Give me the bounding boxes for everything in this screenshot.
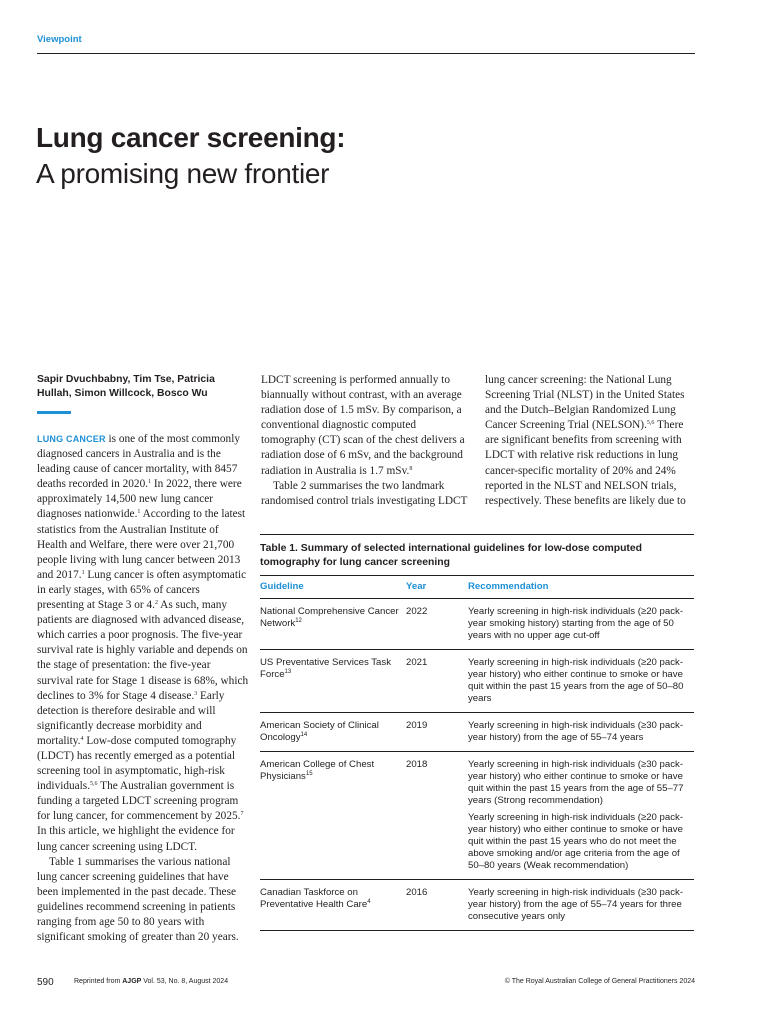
column-header-recommendation: Recommendation (468, 576, 694, 599)
article-subtitle: A promising new frontier (36, 158, 330, 189)
guidelines-table-container (260, 534, 694, 931)
reference: 1 (81, 569, 85, 576)
table-body (260, 599, 694, 931)
accent-bar (37, 411, 71, 414)
column-header-year: Year (406, 576, 468, 599)
reference: 4 (80, 735, 84, 742)
recommendation-text: Yearly screening in high-risk individuals (≥20 pack-year history) who either continue to smoke or have quit within the past 15 years from the age of 50–80 years (468, 657, 684, 704)
year-cell: 2018 (406, 752, 468, 880)
guideline-cell (260, 650, 406, 713)
guideline-name: American College of Chest Physicians (260, 759, 375, 782)
body-paragraph (485, 373, 695, 509)
reprint-prefix: Reprinted from (74, 978, 123, 985)
body-text: Low-dose computed tomography (LDCT) has recently emerged as a potential screening tool in asymptomatic, high-risk individuals. (37, 734, 237, 793)
body-text: lung cancer screening: the National Lung Screening Trial (NLST) in the United States and the Dutch–Belgian Randomized Lung Cancer Screening Trial (NELSON). (485, 374, 685, 432)
reference: 7 (240, 811, 244, 818)
reference: 5,6 (646, 420, 655, 427)
body-column-2 (261, 373, 471, 509)
body-text: In this article, we highlight the evidence for lung cancer screening using LDCT. (37, 825, 235, 853)
year-cell: 2016 (406, 880, 468, 931)
recommendation-cell (468, 880, 694, 931)
reprint-suffix: Vol. 53, No. 8, August 2024 (141, 978, 229, 985)
section-label: Viewpoint (37, 34, 82, 45)
guideline-cell (260, 880, 406, 931)
body-text: According to the latest statistics from the Australian Institute of Health and Welfare, there were over 21,700 people living with lung cancer between 2013 and 2017. (37, 508, 246, 581)
article-title: Lung cancer screening: (36, 122, 346, 153)
body-text: is one of the most commonly diagnosed cancers in Australia and is the leading cause of cancer mortality, with 8457 deaths recorded in 2020. (37, 433, 240, 491)
body-text: There are significant benefits from screening with LDCT with relative risk reductions in lung cancer-specific mortality of 20% and 24% reported in the NLST and NELSON trials, respectively. These benefits are likely due to (485, 419, 686, 507)
reference: 5,6 (90, 781, 98, 788)
recommendation-cell (468, 650, 694, 713)
journal-name: AJGP (122, 978, 142, 985)
guideline-name: Canadian Taskforce on Preventative Health Care (260, 887, 368, 910)
body-text: Lung cancer is often asymptomatic in early stages, with 65% of cancers presenting at Stage 3 or 4. (37, 568, 247, 612)
guideline-name: US Preventative Services Task Force (260, 657, 391, 680)
reference: 8 (409, 465, 413, 472)
reference: 2 (154, 600, 158, 607)
guideline-cell (260, 752, 406, 880)
guidelines-table (260, 575, 694, 931)
recommendation-cell (468, 752, 694, 880)
recommendation-text: Yearly screening in high-risk individuals (≥30 pack-year history) from the age of 55–74 years for three consecutive years only (468, 887, 684, 922)
reference: 1 (148, 479, 152, 486)
reference: 12 (295, 618, 302, 624)
reference: 13 (284, 669, 292, 675)
recommendation-cell (468, 713, 694, 752)
guideline-cell (260, 713, 406, 752)
reference: 4 (367, 899, 371, 905)
page-number: 590 (37, 977, 54, 988)
year-cell: 2019 (406, 713, 468, 752)
guideline-name: American Society of Clinical Oncology (260, 720, 379, 743)
guideline-cell (260, 599, 406, 650)
reference: 15 (305, 771, 313, 777)
body-text: LDCT screening is performed annually to biannually without contrast, with an average radiation dose of 1.5 mSv. By comparison, a conventional diagnostic computed tomography (CT) scan of the chest delivers a radiation dose of 6 mSv, and the background radiation in Australia is 1.7 mSv. (261, 374, 465, 477)
table-row (260, 713, 694, 752)
table-row (260, 880, 694, 931)
kicker: LUNG CANCER (37, 434, 106, 444)
body-text: The Australian government is funding a targeted LDCT screening program for lung cancer, for commencement by 2025. (37, 780, 241, 823)
reference: 3 (194, 690, 198, 697)
table-header-row (260, 576, 694, 599)
table-row (260, 752, 694, 880)
table-row (260, 599, 694, 650)
body-column-1 (37, 432, 249, 945)
year-cell: 2021 (406, 650, 468, 713)
recommendation-text: Yearly screening in high-risk individuals (≥20 pack-year smoking history) starting from the age of 50 years with no upper age cut-off (468, 606, 684, 641)
recommendation-text: Yearly screening in high-risk individuals (≥20 pack-year history) who either continue to smoke or have quit within the past 15 years who do not meet the above smoking and/or age criteria from the age of 50–80 years (Weak recommendation) (468, 812, 684, 871)
body-paragraph (37, 432, 249, 855)
reprint-note (74, 978, 228, 985)
body-text: Early detection is therefore desirable and will significantly decrease morbidity and mortality. (37, 689, 225, 747)
body-column-3 (485, 373, 695, 509)
recommendation-text: Yearly screening in high-risk individuals (≥30 pack-year history) who either continue to smoke or have quit within the past 15 years from the age of 55–77 years (Strong recommendation) (468, 759, 684, 806)
year-cell: 2022 (406, 599, 468, 650)
recommendation-cell (468, 599, 694, 650)
body-text: As such, many patients are diagnosed with advanced disease, which carries a poor prognosis. The five-year survival rate is highly variable and depends on the stage of presentation: the five-year survival rate for Stage 1 disease is 68%, which declines to 3% for Stage 4 disease. (37, 599, 249, 702)
body-text: In 2022, there were approximately 14,500 new lung cancer diagnoses nationwide. (37, 478, 242, 521)
recommendation-text: Yearly screening in high-risk individuals (≥30 pack-year history) from the age of 55–74 years (468, 720, 684, 743)
body-paragraph: Table 1 summarises the various national lung cancer screening guidelines that have been implemented in the past decade. These guidelines recommend screening in patients ranging from age 50 to 80 years with significant smoking of greater than 20 years. (37, 855, 239, 944)
authors: Sapir Dvuchbabny, Tim Tse, Patricia Hullah, Simon Willcock, Bosco Wu (37, 374, 215, 399)
table-row (260, 650, 694, 713)
reference: 14 (300, 732, 308, 738)
column-header-guideline: Guideline (260, 576, 406, 599)
guideline-name: National Comprehensive Cancer Network (260, 606, 399, 629)
table-caption: Table 1. Summary of selected international guidelines for low-dose computed tomography for lung cancer screening (260, 543, 643, 568)
header-rule (37, 53, 695, 54)
body-paragraph (261, 373, 471, 479)
reference: 1 (137, 509, 141, 516)
copyright: © The Royal Australian College of General Practitioners 2024 (504, 978, 695, 985)
body-paragraph: Table 2 summarises the two landmark randomised control trials investigating LDCT (261, 479, 468, 507)
